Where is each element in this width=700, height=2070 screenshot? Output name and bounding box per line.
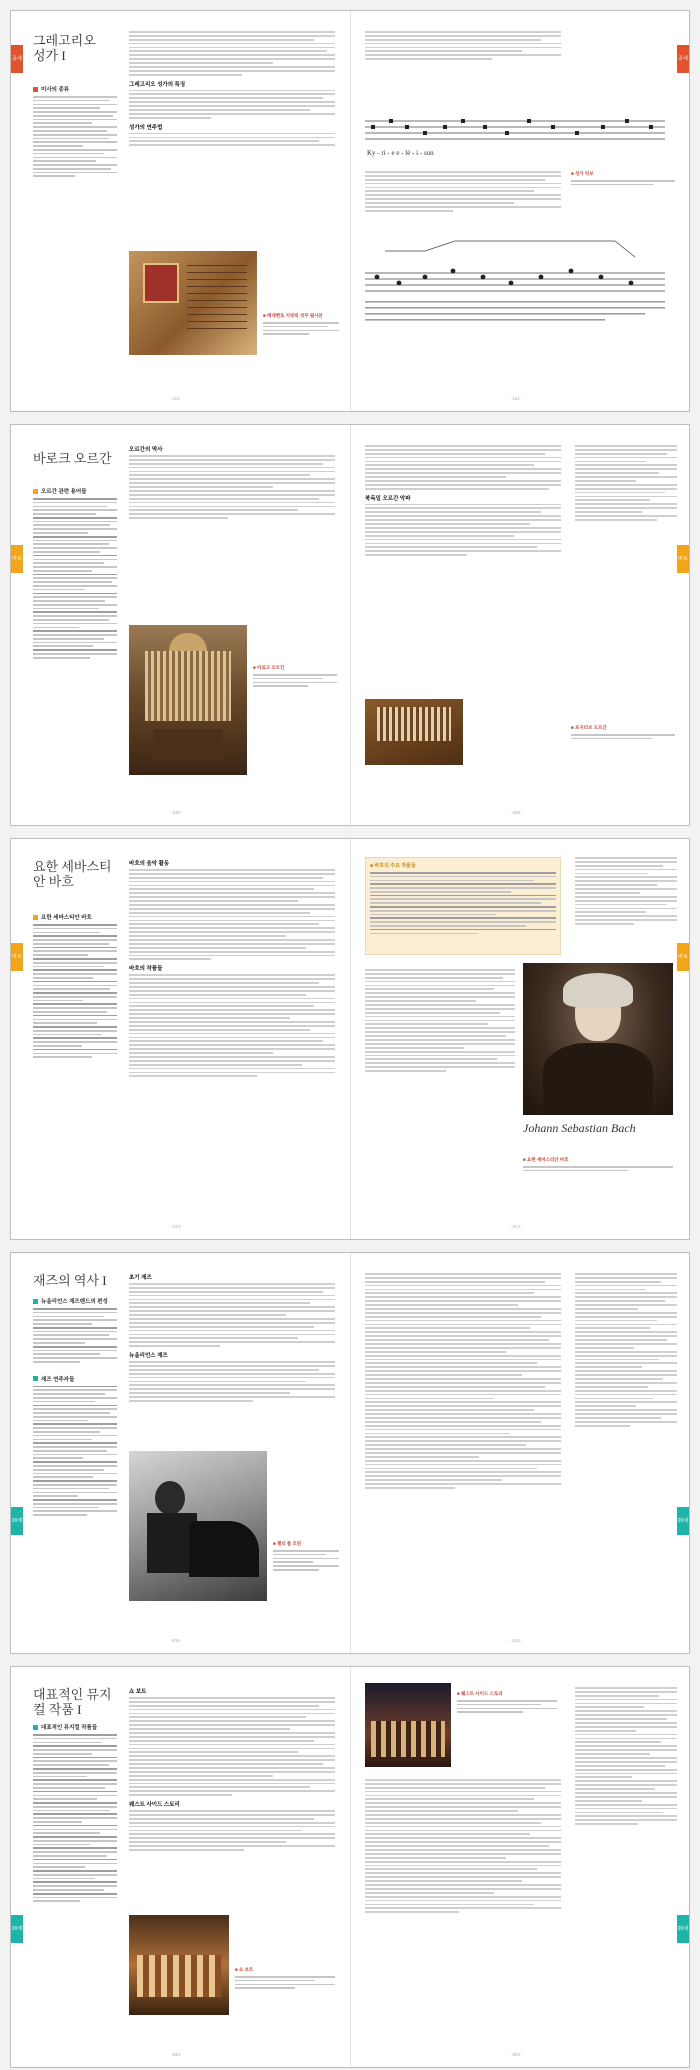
image-caption (457, 1691, 557, 1713)
gutter (350, 425, 351, 825)
section-tab (11, 1915, 23, 1960)
section-heading: 웨스트 사이드 스토리 (129, 1802, 180, 1809)
page-number: -346- (511, 810, 522, 815)
page-number: -811- (171, 1638, 182, 1643)
sidebar (33, 85, 117, 177)
sidebar-text (33, 1734, 117, 1902)
body-column (129, 31, 335, 146)
bullet-icon (33, 915, 38, 920)
organ-crown (169, 633, 207, 651)
page-title: 바로크 오르간 (33, 451, 112, 466)
section-tab-label: 20세기 (677, 1518, 689, 1552)
image-caption (273, 1541, 339, 1571)
jelly-roll-morton-photo (129, 1451, 267, 1601)
section-tab (11, 1507, 23, 1552)
page-number: -345- (171, 810, 182, 815)
sidebar-heading: 대표적인 뮤지컬 작품들 (41, 1725, 98, 1731)
sidebar-text (33, 1386, 117, 1516)
sidebar (33, 913, 117, 1058)
section-tab (11, 45, 23, 73)
section-tab (11, 545, 23, 590)
caption-title: ■ 포지티브 오르간 (571, 725, 607, 730)
section-tab (677, 545, 689, 590)
body-column (365, 969, 515, 1072)
section-heading: 바흐의 작품들 (129, 966, 163, 973)
image-caption (263, 313, 339, 335)
sidebar-heading: 미사의 종류 (41, 87, 70, 93)
section-heading: 북독일 오르간 악파 (365, 495, 411, 502)
sidebar (33, 487, 117, 659)
section-heading: 뉴올리언스 재즈 (129, 1353, 168, 1360)
section-tab-label: 바로크 (12, 556, 22, 590)
spread-musical (10, 1666, 690, 2068)
section-tab-label: 바로크 (678, 954, 688, 988)
section-heading: 성가의 연주법 (129, 124, 163, 131)
gutter (350, 11, 351, 411)
sidebar-heading: 재즈 연주자들 (41, 1376, 75, 1383)
portrait-wig (563, 973, 633, 1007)
bullet-icon (33, 1376, 38, 1381)
image-caption (235, 1967, 335, 1989)
body-column (365, 31, 561, 60)
page-number: -112- (511, 396, 522, 401)
sidebar (33, 1297, 117, 1516)
bullet-icon (33, 1299, 38, 1304)
body-column (365, 445, 561, 556)
section-tab-label: 중세 (12, 56, 22, 62)
section-tab (677, 943, 689, 988)
page-number: -111- (171, 396, 181, 401)
gutter (350, 1667, 351, 2067)
section-heading: 바흐의 음악 활동 (129, 861, 170, 867)
spread-baroque-organ (10, 424, 690, 826)
sidebar (33, 1723, 117, 1902)
bullet-icon (33, 1725, 38, 1730)
section-tab-label: 20세기 (11, 1518, 23, 1552)
section-tab (677, 1507, 689, 1552)
caption-title: ■ 요한 세바스티안 바흐 (523, 1157, 569, 1162)
caption-title: ■ 젤리 롤 모턴 (273, 1541, 302, 1546)
section-heading: 오르간의 역사 (129, 447, 163, 453)
spread-jazz (10, 1252, 690, 1654)
bach-portrait (523, 963, 673, 1115)
works-infobox (365, 857, 561, 955)
margin-notes (575, 1687, 677, 1825)
page-number: -844- (511, 2052, 522, 2057)
body-column (129, 445, 335, 519)
margin-notes (575, 857, 677, 925)
margin-notes (575, 1273, 677, 1427)
caption-title: ■ 쇼 보트 (235, 1967, 254, 1972)
organ-pipes (377, 707, 451, 741)
section-tab-label: 20세기 (11, 1926, 23, 1960)
spread-bach (10, 838, 690, 1240)
section-tab-label: 중세 (678, 56, 688, 62)
section-tab-label: 20세기 (677, 1926, 689, 1960)
portrait-coat (543, 1043, 653, 1115)
image-caption (253, 665, 337, 687)
sidebar-heading: 오르간 관련 용어들 (41, 489, 87, 495)
page-title: 대표적인 뮤지컬 작품 I (33, 1687, 112, 1717)
illuminated-initial (143, 263, 179, 303)
west-side-story-photo (365, 1683, 451, 1767)
body-column (129, 859, 335, 1077)
sidebar-text (33, 498, 117, 659)
page-title: 재즈의 역사 I (33, 1273, 107, 1288)
sidebar-heading: 요한 세바스티안 바흐 (41, 915, 92, 921)
margin-notes (575, 445, 677, 521)
body-column (365, 171, 561, 212)
bullet-icon (33, 489, 38, 494)
section-heading: 그레고리오 성가의 특징 (129, 81, 186, 88)
body-column (129, 1687, 335, 1851)
section-tab (11, 943, 23, 988)
bullet-icon (33, 87, 38, 92)
sidebar-text (33, 96, 117, 177)
infobox-heading: ■ 바흐의 주요 작품들 (370, 863, 416, 869)
page-title: 그레고리오 성가 I (33, 33, 96, 63)
image-caption (571, 725, 675, 739)
organ-image (129, 625, 247, 775)
body-column (365, 1273, 561, 1489)
body-column (365, 1779, 561, 1913)
section-heading: 초기 재즈 (129, 1275, 152, 1281)
caption-title: ■ 웨스트 사이드 스토리 (457, 1691, 503, 1696)
page-number: -374- (511, 1224, 522, 1229)
spread-gregorian (10, 10, 690, 412)
photo-figure (155, 1481, 185, 1515)
sidebar-heading: 뉴올리언스 재즈밴드의 편성 (41, 1299, 108, 1305)
gutter (350, 1253, 351, 1653)
section-tab-label: 바로크 (678, 556, 688, 590)
page-number: -373- (171, 1224, 182, 1229)
section-tab (677, 1915, 689, 1960)
photo-cast (137, 1955, 221, 1997)
positive-organ-image (365, 699, 463, 765)
sidebar-text (33, 1308, 117, 1363)
manuscript-image (129, 251, 257, 355)
neume-score (365, 237, 665, 327)
gutter (350, 839, 351, 1239)
photo-piano (189, 1521, 259, 1577)
section-tab (677, 45, 689, 73)
sidebar-text (33, 924, 117, 1058)
caption-title: ■ 베네벤토 지방의 성무 필사본 (263, 313, 323, 318)
page-title: 요한 세바스티안 바흐 (33, 859, 112, 889)
page-number: -812- (511, 1638, 522, 1643)
chant-score (365, 111, 665, 163)
page-number: -843- (171, 2052, 182, 2057)
photo-cast (371, 1721, 445, 1757)
manuscript-text (187, 265, 247, 335)
organ-console (153, 729, 223, 759)
section-tab-label: 바로크 (12, 954, 22, 988)
body-column (129, 1273, 335, 1402)
image-caption (571, 171, 675, 185)
organ-pipes (145, 651, 231, 721)
image-caption (523, 1157, 673, 1171)
score-lyrics: Ky - ri - e e - lé - i - son (367, 149, 434, 157)
section-heading: 쇼 보트 (129, 1689, 147, 1695)
caption-title: ■ 바로크 오르간 (253, 665, 285, 670)
caption-title: ■ 성가 악보 (571, 171, 594, 176)
bach-signature: Johann Sebastian Bach (523, 1121, 636, 1135)
show-boat-photo (129, 1915, 229, 2015)
